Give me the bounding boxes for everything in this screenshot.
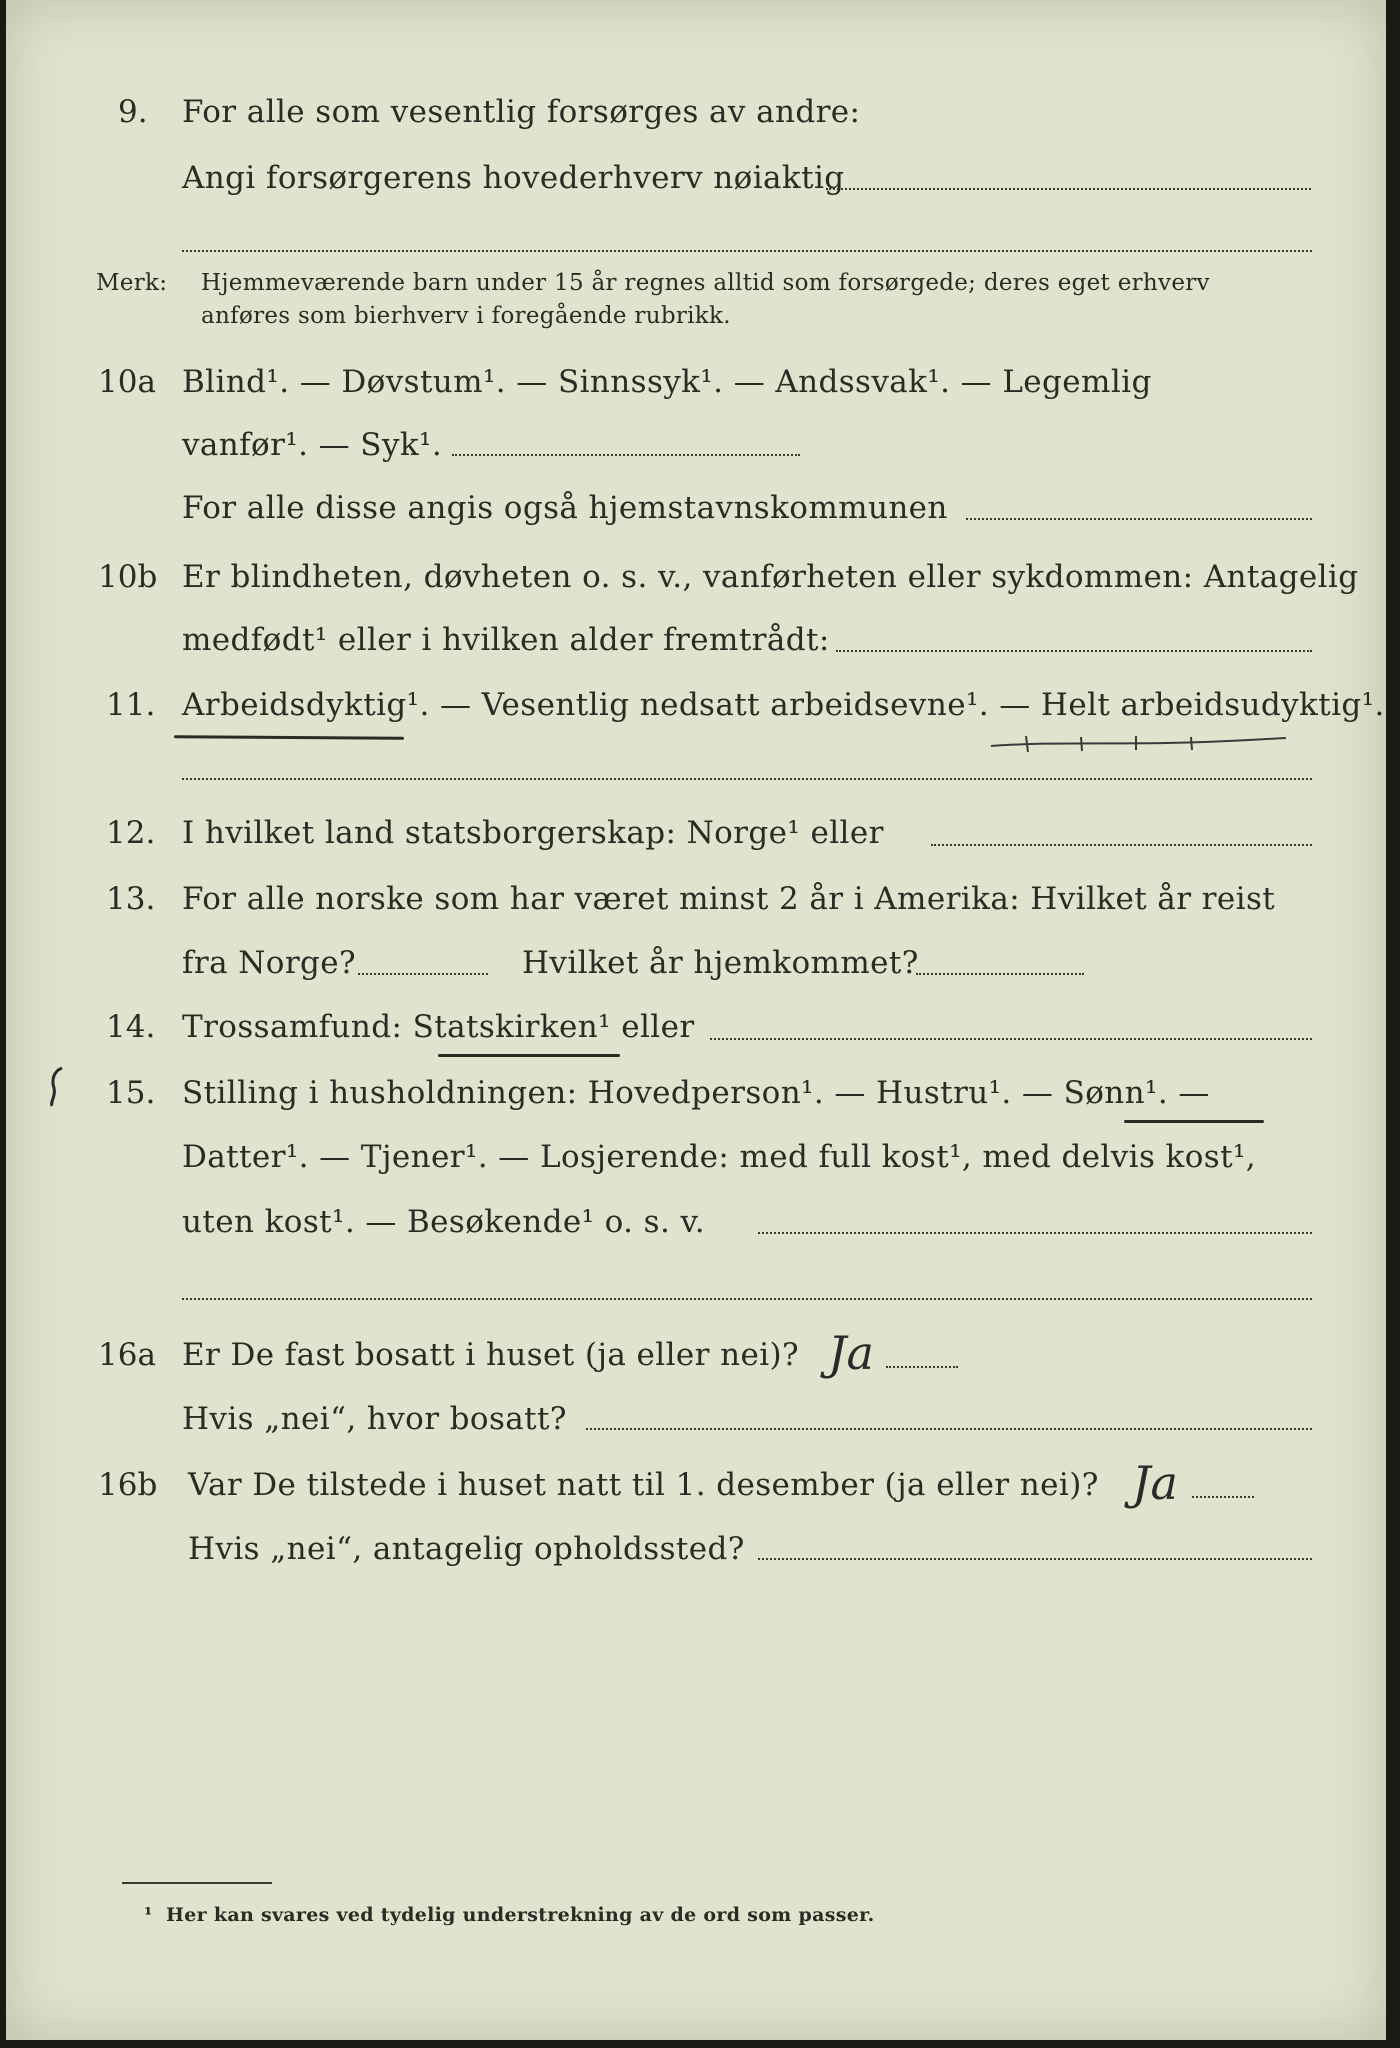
- q10b-line-2: medfødt¹ eller i hvilken alder fremtrådt:: [182, 622, 830, 658]
- q13-hjemkommet-line[interactable]: [916, 973, 1084, 975]
- q16a-handwritten-answer[interactable]: Ja: [828, 1326, 874, 1380]
- census-form-page: [6, 0, 1386, 2040]
- q10b-answer-line[interactable]: [836, 650, 1312, 652]
- q11-handwritten-strike: [986, 728, 1296, 758]
- q14-line-1: Trossamfund: Statskirken¹ eller: [182, 1009, 695, 1045]
- q13-line-1: For alle norske som har været minst 2 år i Amerika: Hvilket år reist: [182, 881, 1276, 917]
- q10b-number: 10b: [98, 559, 158, 595]
- q15-line-2: Datter¹. — Tjener¹. — Losjerende: med full kost¹, med delvis kost¹,: [182, 1139, 1257, 1175]
- q16b-handwritten-answer[interactable]: Ja: [1132, 1456, 1178, 1510]
- q16a-number: 16a: [98, 1337, 156, 1373]
- q9-number: 9.: [118, 94, 148, 130]
- q10a-line-3: For alle disse angis også hjemstavnskommunen: [182, 490, 948, 526]
- q11-underline-mark: [174, 735, 404, 740]
- q11-answer-line[interactable]: [182, 778, 1312, 780]
- q15-answer-line-2[interactable]: [182, 1298, 1312, 1300]
- q13-number: 13.: [106, 881, 156, 917]
- merk-line-1: Hjemmeværende barn under 15 år regnes alltid som forsørgede; deres eget erhverv: [201, 270, 1210, 296]
- q10a-line-2: vanfør¹. — Syk¹.: [182, 427, 443, 463]
- q15-underline-sonn: [1124, 1120, 1264, 1123]
- q9-line-2: Angi forsørgerens hovederhverv nøiaktig: [182, 160, 845, 196]
- q16b-answer-line[interactable]: [1192, 1496, 1254, 1498]
- q9-answer-line[interactable]: [826, 188, 1311, 190]
- q10a-hjemstavn-line[interactable]: [966, 518, 1312, 520]
- q13-reist-line[interactable]: [358, 973, 488, 975]
- q12-number: 12.: [106, 815, 156, 851]
- q13-line-2a: fra Norge?: [182, 945, 357, 981]
- q16a-line-1: Er De fast bosatt i huset (ja eller nei)?: [182, 1337, 800, 1373]
- q9-answer-line-2[interactable]: [182, 250, 1312, 252]
- q10a-line-1: Blind¹. — Døvstum¹. — Sinnssyk¹. — Andssvak¹. — Legemlig: [182, 364, 1152, 400]
- q9-line-1: For alle som vesentlig forsørges av andre:: [182, 94, 861, 130]
- q16a-answer-line[interactable]: [886, 1366, 958, 1368]
- q11-number: 11.: [106, 687, 156, 723]
- merk-line-2: anføres som bierhverv i foregående rubrikk.: [201, 303, 731, 329]
- q15-number: 15.: [106, 1075, 156, 1111]
- q15-line-3: uten kost¹. — Besøkende¹ o. s. v.: [182, 1204, 705, 1240]
- q16a-bosatt-line[interactable]: [586, 1428, 1312, 1430]
- footnote-rule: [122, 1882, 272, 1884]
- q12-answer-line[interactable]: [931, 844, 1312, 846]
- q16b-opholdssted-line[interactable]: [758, 1558, 1312, 1560]
- q11-line-1: Arbeidsdyktig¹. — Vesentlig nedsatt arbeidsevne¹. — Helt arbeidsudyktig¹.: [182, 687, 1385, 723]
- q15-line-1: Stilling i husholdningen: Hovedperson¹. — Hustru¹. — Sønn¹. —: [182, 1075, 1210, 1111]
- q10b-line-1: Er blindheten, døvheten o. s. v., vanførheten eller sykdommen: Antagelig: [182, 559, 1359, 595]
- margin-bracket-mark: [42, 1064, 72, 1110]
- merk-label: Merk:: [96, 270, 168, 296]
- q16b-line-1: Var De tilstede i huset natt til 1. desember (ja eller nei)?: [188, 1467, 1099, 1503]
- q14-underline-statskirken: [438, 1054, 620, 1057]
- footnote-mark: ¹: [144, 1904, 153, 1926]
- q16b-number: 16b: [98, 1467, 158, 1503]
- q13-line-2b: Hvilket år hjemkommet?: [522, 945, 919, 981]
- q14-answer-line[interactable]: [710, 1038, 1312, 1040]
- q10a-answer-line[interactable]: [452, 454, 800, 456]
- q10a-number: 10a: [98, 364, 156, 400]
- q16b-line-2: Hvis „nei“, antagelig opholdssted?: [188, 1531, 745, 1567]
- q16a-line-2: Hvis „nei“, hvor bosatt?: [182, 1401, 567, 1437]
- q14-number: 14.: [106, 1009, 156, 1045]
- footnote-text: Her kan svares ved tydelig understrekning av de ord som passer.: [166, 1904, 875, 1926]
- q12-line-1: I hvilket land statsborgerskap: Norge¹ eller: [182, 815, 884, 851]
- q15-answer-line[interactable]: [758, 1232, 1312, 1234]
